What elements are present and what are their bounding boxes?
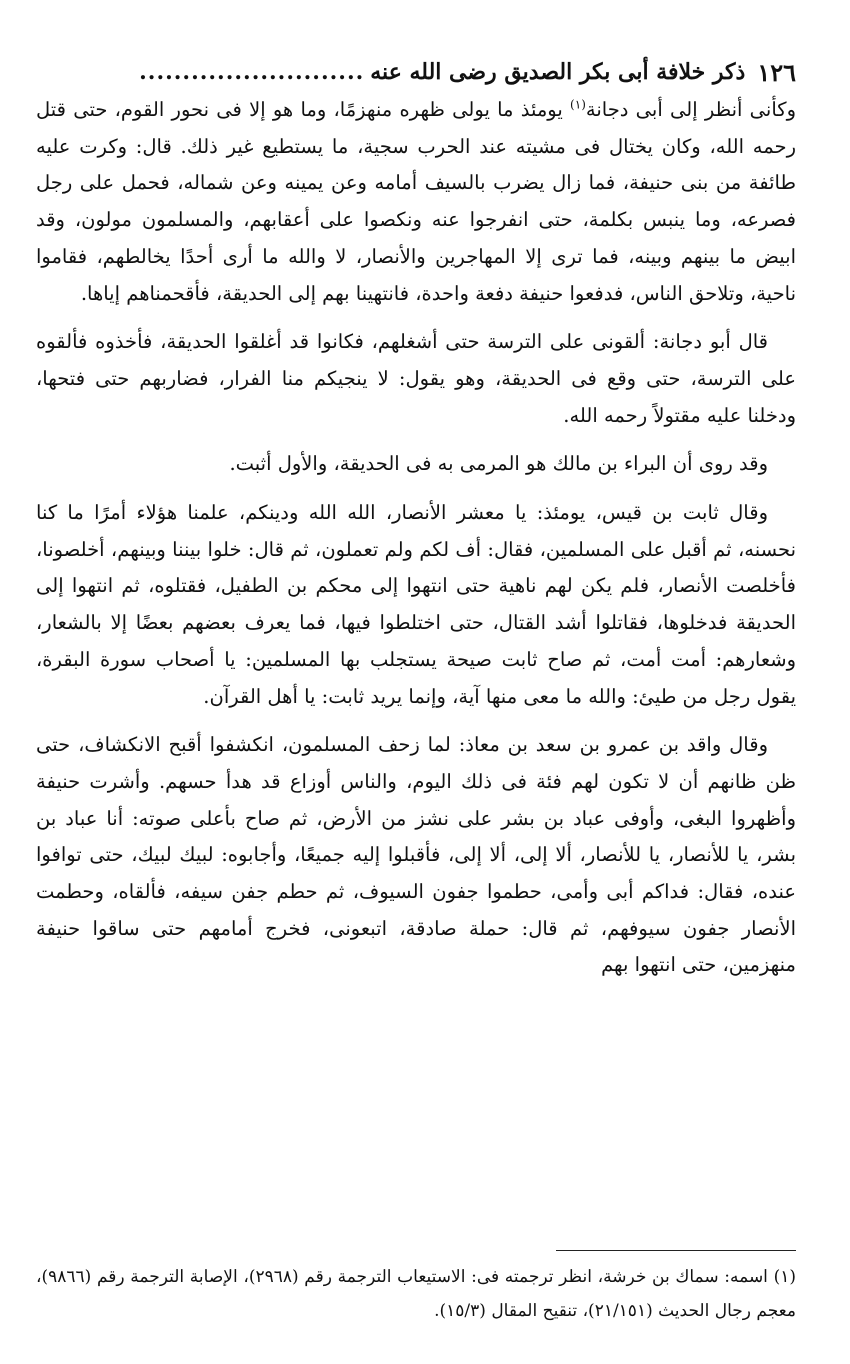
- footnote: (١) اسمه: سماك بن خرشة، انظر ترجمته فى: الاستيعاب الترجمة رقم (٢٩٦٨)، الإصابة الترجمة رقم (٩٨٦٦)، معجم رجال الحديث (٢١/١٥١)، تنقيح المقال (١٥/٣).: [36, 1267, 796, 1321]
- paragraph-1: [36, 92, 796, 312]
- paragraph-4: وقال ثابت بن قيس، يومئذ: يا معشر الأنصار، الله الله ودينكم، علمنا هؤلاء أمرًا ما كنا نحسنه، ثم أقبل على المسلمين، فقال: أف لكم ولم تعملون، ثم قال: خلوا بيننا وبينهم، أخلصونا، فأخلصت الأنصار، فلم يكن لهم ناهية حتى انتهوا إلى محكم بن الطفيل، فقتلوه، ثم انتهوا إلى الحديقة فدخلوها، فقاتلوا أشد القتال، حتى اختلطوا فيها، فما يعرف بعضهم بعضًا إلا بالشعار، وشعارهم: أمت أمت، ثم صاح ثابت صيحة يستجلب بها المسلمين: يا أصحاب سورة البقرة، يقول رجل من طيئ: والله ما معى منها آية، وإنما يريد ثابت: يا أهل القرآن.: [36, 501, 796, 708]
- header-leader-dots: ..........................: [139, 59, 365, 85]
- header-title: ذكر خلافة أبى بكر الصديق رضى الله عنه: [370, 59, 746, 85]
- paragraph-5: وقال واقد بن عمرو بن سعد بن معاذ: لما زحف المسلمون، انكشفوا أقبح الانكشاف، حتى ظن ظانهم أن لا تكون لهم فئة فى ذلك اليوم، والناس أوزاع قد هدأ حسهم. وأشرت حنيفة وأظهروا البغى، وأوفى عباد بن بشر على نشز من الأرض، ثم صاح بأعلى صوته: أنا عباد بن بشر، يا للأنصار، يا للأنصار، ألا إلى، ألا إلى، فأقبلوا إليه جميعًا، وأجابوه: لبيك لبيك، حتى توافوا عنده، فقال: فداكم أبى وأمى، حطموا جفون السيوف، ثم حطم جفن سيفه، فألقاه، وحطمت الأنصار جفون سيوفهم، ثم قال: حملة صادقة، اتبعونى، فخرج أمامهم حتى ساقوا حنيفة منهزمين، حتى انتهوا بهم: [36, 733, 796, 977]
- running-header: [34, 52, 796, 92]
- paragraph-3: وقد روى أن البراء بن مالك هو المرمى به فى الحديقة، والأول أثبت.: [229, 452, 768, 476]
- page-number: ١٢٦: [757, 57, 796, 87]
- main-text: [36, 92, 796, 996]
- paragraph-1-rest: يومئذ ما يولى ظهره منهزمًا، وما هو إلا فى نحور القوم، حتى قتل رحمه الله، وكان يختال فى مشيته عند الحرب سجية، ما يستطيع غير ذلك. قال: وكرت عليه طائفة من بنى حنيفة، فما زال يضرب بالسيف أمامه وعن يمينه وعن شماله، فحمل على رجل فصرعه، وما ينبس بكلمة، حتى انفرجوا عنه ونكصوا على أعقابهم، والمسلمون مولون، وقد ابيض ما بينهم وبينه، فما ترى إلا المهاجرين والأنصار، لا والله ما أرى أحدًا يخالطهم، فقاموا ناحية، وتلاحق الناس، فدفعوا حنيفة دفعة واحدة، فانتهينا بهم إلى الحديقة، فأقحمناهم إياها.: [36, 98, 796, 305]
- footnote-divider: [556, 1250, 796, 1251]
- paragraph-2: قال أبو دجانة: ألقونى على الترسة حتى أشغلهم، فكانوا قد أغلقوا الحديقة، فأخذوه فألقوه على الترسة، حتى وقع فى الحديقة، وهو يقول: لا ينجيكم منا الفرار، فضاربهم حتى فتحها، ودخلنا عليه مقتولاً رحمه الله.: [36, 330, 796, 427]
- paragraph-1-start: وكأنى أنظر إلى أبى دجانة: [585, 98, 797, 121]
- footnote-reference: (١): [570, 97, 586, 112]
